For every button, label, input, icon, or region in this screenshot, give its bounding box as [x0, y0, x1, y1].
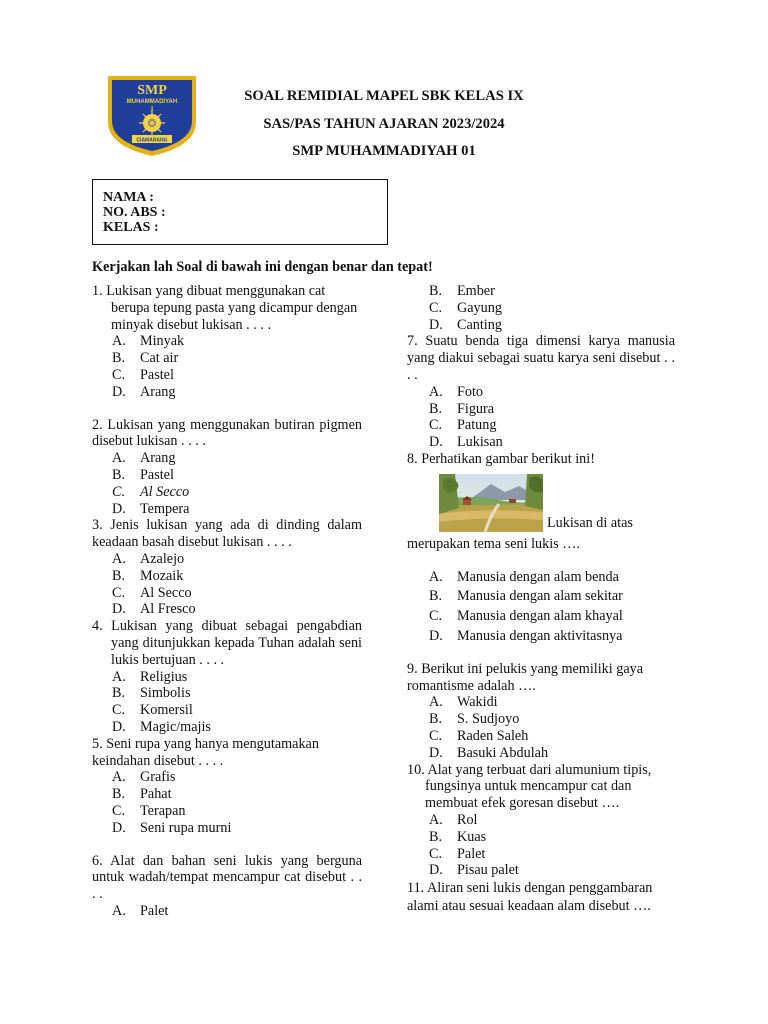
painting-figure [407, 474, 675, 536]
logo-banner-text: CIAMARANG [136, 137, 168, 144]
q10-option: D. Pisau palet [429, 862, 519, 879]
question-10: 10. Alat yang terbuat dari alumunium tipis, fungsinya untuk mencampur cat dan membuat efek goresan disebut …. [407, 761, 652, 812]
header-school: SMP MUHAMMADIYAH 01 [292, 143, 476, 159]
q6-option: A. Palet [112, 902, 169, 919]
question-8: 8. Perhatikan gambar berikut ini! [407, 450, 595, 467]
q1-option: B. Cat air [112, 350, 179, 367]
q8-option: C. Manusia dengan alam khayal [429, 608, 623, 625]
question-3: 3. Jenis lukisan yang ada di dinding dalam keadaan basah disebut lukisan . . . . [92, 517, 362, 551]
q10-option: A. Rol [429, 811, 478, 828]
question-7: 7. Suatu benda tiga dimensi karya manusia yang diakui sebagai suatu karya seni disebut . . . . [407, 333, 675, 383]
q8-option: B. Manusia dengan alam sekitar [429, 588, 623, 605]
question-2: 2. Lukisan yang menggunakan butiran pigmen disebut lukisan . . . . [92, 416, 362, 450]
q7-option: A. Foto [429, 383, 484, 400]
q5-option: C. Terapan [112, 802, 186, 819]
q4-option: B. Simbolis [112, 685, 191, 702]
logo-arc-text: MUHAMMADIYAH [126, 99, 178, 105]
q3-option: B. Mozaik [112, 567, 184, 584]
q9-option: A. Wakidi [429, 694, 498, 711]
q1-option: C. Pastel [112, 366, 174, 383]
q4-option: A. Religius [112, 668, 188, 685]
header-subtitle: SAS/PAS TAHUN AJARAN 2023/2024 [263, 116, 505, 132]
q10-option: C. Palet [429, 845, 486, 862]
q3-option: A. Azalejo [112, 550, 185, 567]
school-logo [104, 72, 200, 158]
field-no-abs: NO. ABS : [103, 205, 166, 220]
q7-option: C. Patung [429, 417, 497, 434]
field-nama: NAMA : [103, 190, 154, 205]
q1-option: A. Minyak [112, 333, 185, 350]
q2-option: A. Arang [112, 450, 176, 467]
q5-option: A. Grafis [112, 769, 176, 786]
question-5: 5. Seni rupa yang hanya mengutamakan keindahan disebut . . . . [92, 735, 319, 769]
q5-option: D. Seni rupa murni [112, 819, 232, 836]
header-title: SOAL REMIDIAL MAPEL SBK KELAS IX [244, 88, 524, 104]
q6-option: D. Canting [429, 316, 502, 333]
question-11: 11. Aliran seni lukis dengan penggambaran alami atau sesuai keadaan alam disebut …. [407, 880, 653, 915]
q5-option: B. Pahat [112, 786, 172, 803]
field-kelas: KELAS : [103, 220, 159, 235]
q1-option: D. Arang [112, 383, 176, 400]
q10-option: B. Kuas [429, 828, 487, 845]
q9-option: D. Basuki Abdulah [429, 744, 549, 761]
question-6: 6. Alat dan bahan seni lukis yang berguna untuk wadah/tempat mencampur cat disebut . . . . [92, 852, 362, 903]
identity-box [92, 179, 388, 245]
question-4: 4. Lukisan yang dibuat sebagai pengabdian yang ditunjukkan kepada Tuhan adalah seni lukis bertujuan . . . . [92, 618, 362, 668]
painting-caption-a: Lukisan di atas [547, 514, 633, 531]
q7-option: D. Lukisan [429, 434, 503, 451]
q2-option: B. Pastel [112, 466, 174, 483]
q7-option: B. Figura [429, 400, 495, 417]
q2-option: C. Al Secco [112, 483, 190, 500]
question-1: 1. Lukisan yang dibuat menggunakan cat berupa tepung pasta yang dicampur dengan minyak disebut lukisan . . . . [92, 283, 358, 333]
q6-option: B. Ember [429, 283, 495, 299]
landscape-painting-image [439, 474, 543, 532]
instruction: Kerjakan lah Soal di bawah ini dengan benar dan tepat! [92, 259, 433, 275]
left-column [92, 283, 362, 920]
q9-option: B. S. Sudjoyo [429, 711, 520, 728]
q2-option: D. Tempera [112, 500, 190, 517]
q3-option: C. Al Secco [112, 584, 192, 601]
question-9: 9. Berikut ini pelukis yang memiliki gaya romantisme adalah …. [407, 660, 644, 694]
q6-option: C. Gayung [429, 299, 502, 316]
q4-option: C. Komersil [112, 702, 193, 719]
question-8-caption: merupakan tema seni lukis …. [407, 535, 580, 552]
q9-option: C. Raden Saleh [429, 727, 529, 744]
q8-option: D. Manusia dengan aktivitasnya [429, 627, 623, 644]
q3-option: D. Al Fresco [112, 601, 196, 618]
logo-top-text: SMP [137, 83, 167, 98]
q8-option: A. Manusia dengan alam benda [429, 568, 619, 585]
logo-number: 1 [150, 105, 154, 113]
q4-option: D. Magic/majis [112, 718, 211, 735]
right-column [407, 283, 675, 915]
